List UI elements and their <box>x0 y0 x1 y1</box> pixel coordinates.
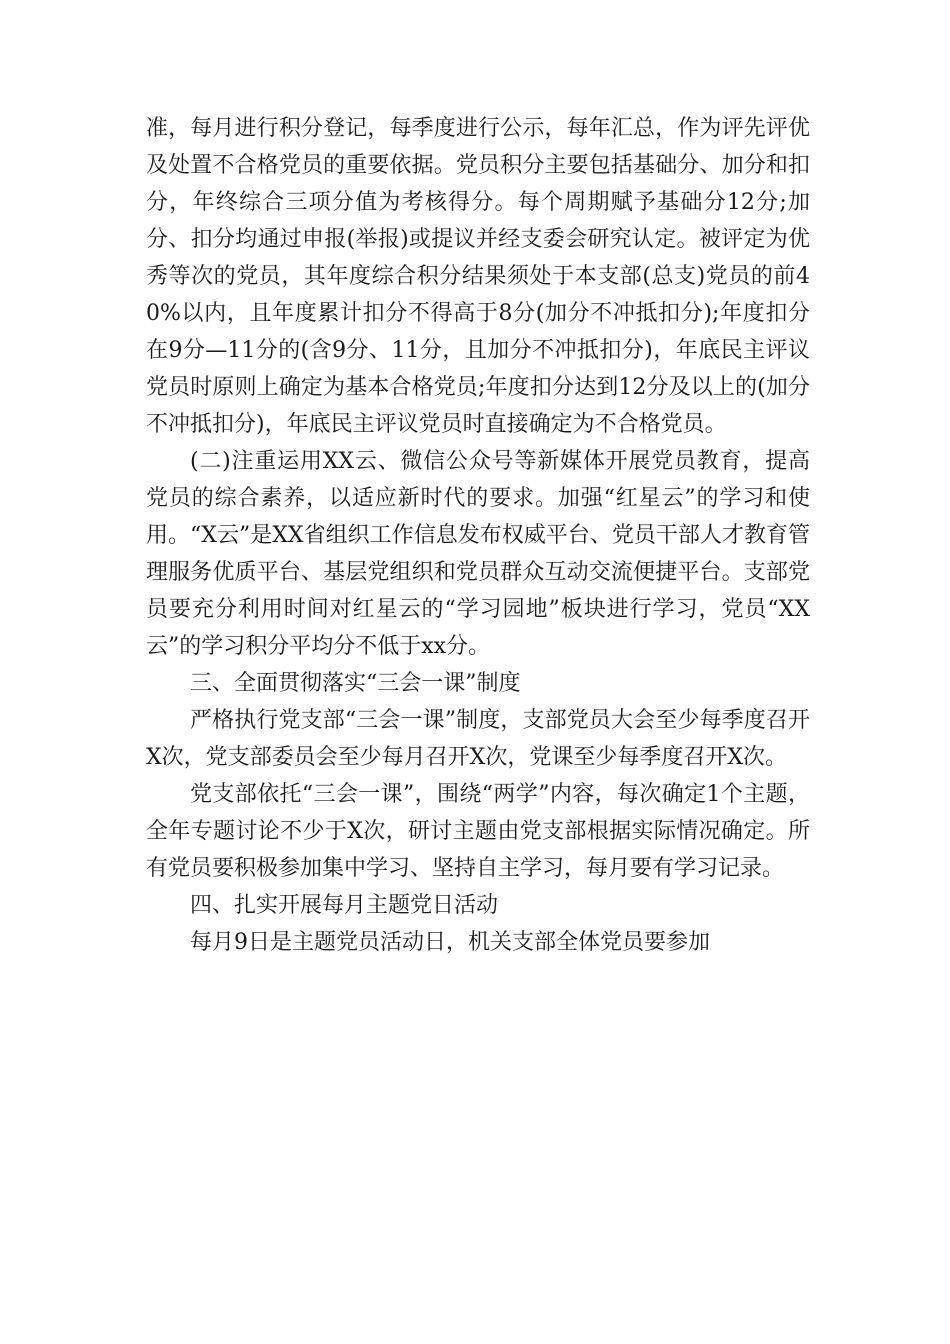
paragraph-new-media-education: (二)注重运用XX云、微信公众号等新媒体开展党员教育，提高党员的综合素养，以适应新时代的要求。加强“红星云”的学习和使用。“X云”是XX省组织工作信息发布权威平台、党员干部人才教育管理服务优质平台、基层党组织和党员群众互动交流便捷平台。支部党员要充分利用时间对红星云的“学习园地”板块进行学习，党员“XX云”的学习积分平均分不低于xx分。 <box>146 449 810 659</box>
section-heading-theme-day: 四、扎实开展每月主题党日活动 <box>190 893 499 918</box>
paragraph-points-rules: 准，每月进行积分登记，每季度进行公示，每年汇总，作为评先评优及处置不合格党员的重要依据。党员积分主要包括基础分、加分和扣分，年终综合三项分值为考核得分。每个周期赋予基础分12分;加分、扣分均通过申报(举报)或提议并经支委会研究认定。被评定为优秀等次的党员，其年度综合积分结果须处于本支部(总支)党员的前40%以内，且年度累计扣分不得高于8分(加分不冲抵扣分);年度扣分在9分—11分的(含9分、11分，且加分不冲抵扣分)，年底民主评议党员时原则上确定为基本合格党员;年度扣分达到12分及以上的(加分不冲抵扣分)，年底民主评议党员时直接确定为不合格党员。 <box>146 116 810 437</box>
paragraph-theme-day: 每月9日是主题党员活动日，机关支部全体党员要参加 <box>190 930 710 955</box>
paragraph-study-themes: 党支部依托“三会一课”，围绕“两学”内容，每次确定1个主题，全年专题讨论不少于X次，研讨主题由党支部根据实际情况确定。所有党员要积极参加集中学习、坚持自主学习，每月要有学习记录。 <box>146 782 810 881</box>
paragraph-meeting-frequency: 严格执行党支部“三会一课”制度，支部党员大会至少每季度召开X次，党支部委员会至少每月召开X次，党课至少每季度召开X次。 <box>146 708 810 770</box>
section-heading-three-meetings: 三、全面贯彻落实“三会一课”制度 <box>190 671 521 696</box>
document-page <box>146 110 810 961</box>
